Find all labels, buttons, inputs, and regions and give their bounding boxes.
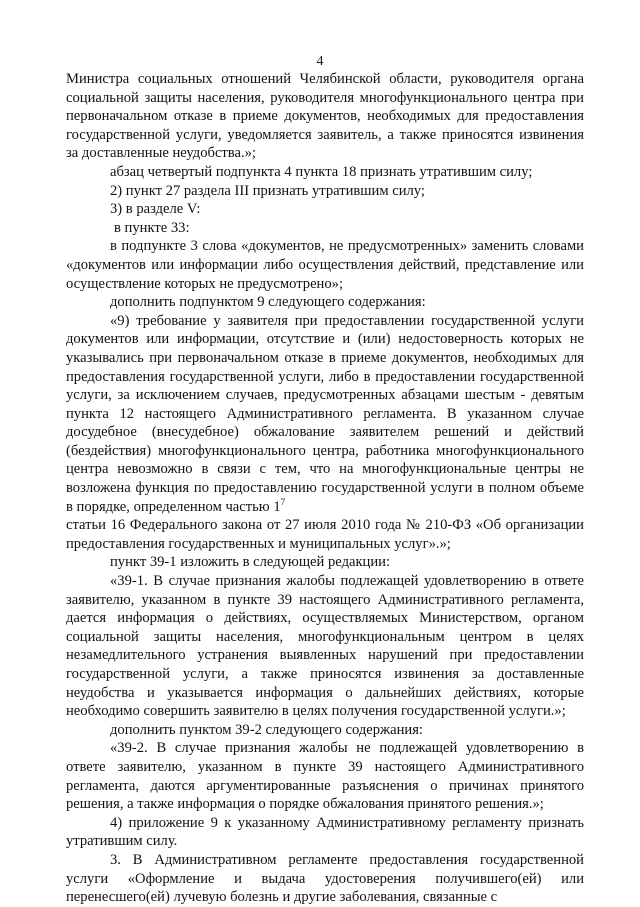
document-body xyxy=(66,70,584,907)
page-number: 4 xyxy=(316,54,324,69)
paragraph-item-3: 3) в разделе V: xyxy=(110,201,201,218)
paragraph-add-subitem-9: дополнить подпунктом 9 следующего содержания: xyxy=(110,294,426,311)
paragraph-punkt-33: в пункте 33: xyxy=(114,219,190,236)
paragraph-section-3: 3. В Административном регламенте предоставления государственной услуги «Оформление и выдача удостоверения получившего(ей) или перенесшего(ей) лучевую болезнь и другие заболевания, связанные с xyxy=(66,851,584,906)
subitem-9-text: «9) требование у заявителя при предоставлении государственной услуги документов или информации, отсутствие и (или) недостоверность которых не указывались при первоначальном отказе в приеме документов, необходимых для предоставления государственной услуги, либо в предоставлении государственной услуги, за исключением случаев, предусмотренных абзацами шестым - девятым пункта 12 настоящего Административного регламента. В указанном случае досудебное (внесудебное) обжалование заявителем решений и действий (бездействия) многофункционального центра, работника многофункционального центра невозможно в связи с тем, что на многофункциональные центры не возложена функция по предоставлению государственной услуги в полном объеме в порядке, определенном частью 1 xyxy=(66,312,584,515)
paragraph-continuation: Министра социальных отношений Челябинской области, руководителя органа социальной защиты населения, руководителя многофункционального центра при первоначальном отказе в приеме документов, необходимых для предоставления государственной услуги, уведомляется заявитель, а также приносятся извинения за доставленные неудобства.»; xyxy=(66,71,584,162)
paragraph-item-4: 4) приложение 9 к указанному Административному регламенту признать утратившим силу. xyxy=(66,814,584,850)
paragraph-subitem-9-text xyxy=(66,312,584,517)
paragraph-federal-law: статьи 16 Федерального закона от 27 июля 2010 года № 210-ФЗ «Об организации предоставления государственных и муниципальных услуг».»; xyxy=(66,517,584,552)
paragraph-item-2: 2) пункт 27 раздела III признать утратившим силу; xyxy=(110,182,425,199)
paragraph-punkt-39-2-intro: дополнить пунктом 39-2 следующего содержания: xyxy=(110,721,423,738)
paragraph-punkt-39-2-text: «39-2. В случае признания жалобы не подлежащей удовлетворению в ответе заявителю, указанном в пункте 39 настоящего Административного регламента, даются аргументированные разъяснения о причинах принятого решения, а также информация о порядке обжалования принятого решения.»; xyxy=(66,740,584,813)
paragraph-abzac: абзац четвертый подпункта 4 пункта 18 признать утратившим силу; xyxy=(110,163,533,180)
paragraph-subitem-3: в подпункте 3 слова «документов, не предусмотренных» заменить словами «документов или информации либо осуществления действий, представление или осуществление которых не предусмотрено»; xyxy=(66,238,584,292)
paragraph-punkt-39-1-intro: пункт 39-1 изложить в следующей редакции: xyxy=(110,554,391,571)
paragraph-punkt-39-1-text: «39-1. В случае признания жалобы подлежащей удовлетворению в ответе заявителю, указанном в пункте 39 настоящего Административного регламента, дается информация о действиях, осуществляемых Министерством, органом социальной защиты населения, многофункциональным центром в целях незамедлительного устранения выявленных нарушений при предоставлении государственной услуги, а также приносятся извинения за доставленные неудобства и указывается информация о дальнейших действиях, которые необходимо совершить заявителю в целях получения государственной услуги.»; xyxy=(66,573,584,720)
superscript-mark: 7 xyxy=(280,496,286,507)
